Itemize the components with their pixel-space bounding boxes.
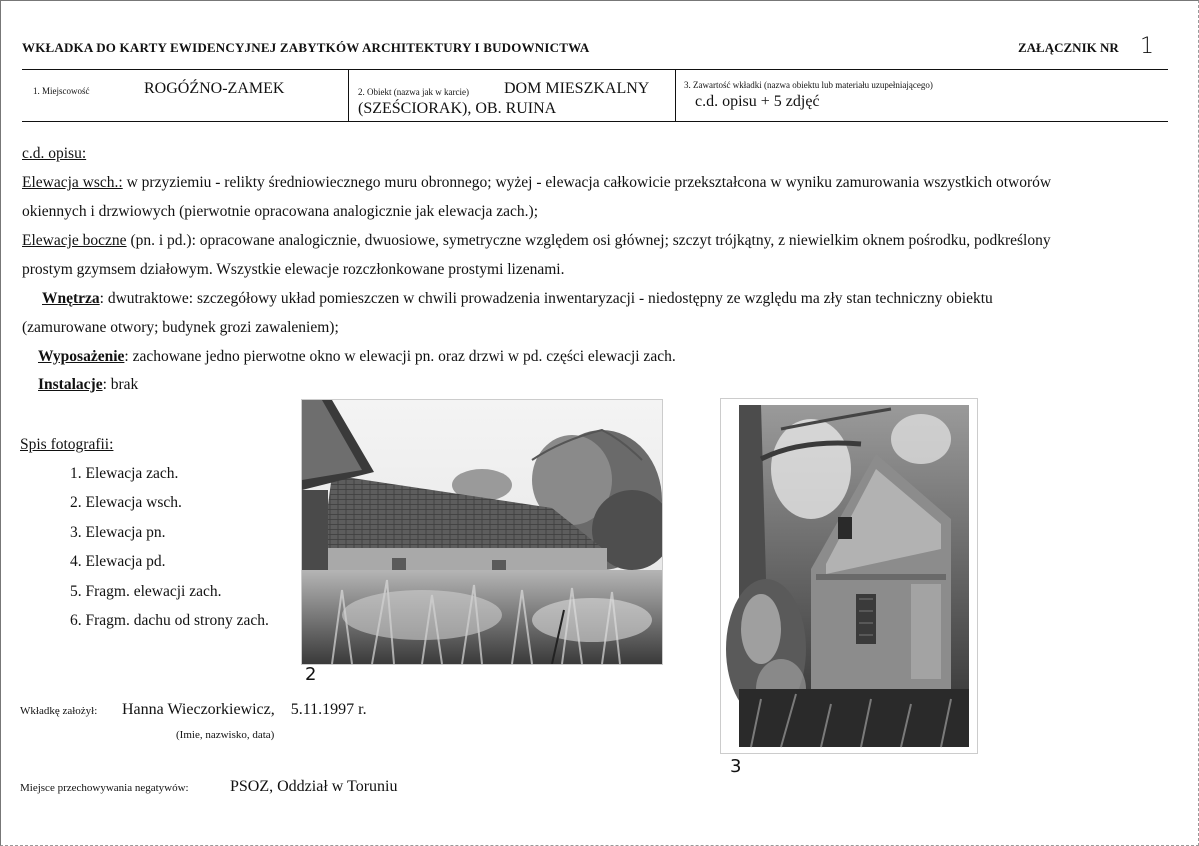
locality-value: ROGÓŹNO-ZAMEK (144, 80, 285, 97)
side-elevations-text-continued: prostym gzymsem działowym. Wszystkie elewacje rozczłonkowane prostymi lizenami. (22, 261, 565, 278)
list-item: 3. Elewacja pn. (70, 524, 166, 541)
list-item: 6. Fragm. dachu od strony zach. (70, 612, 269, 629)
creator-label: Wkładkę założył: (20, 705, 98, 717)
top-rule (22, 69, 1168, 70)
interior-label: Wnętrza (42, 290, 100, 307)
installations-label: Instalacje (38, 376, 103, 393)
object-value: DOM MIESZKALNY (504, 80, 650, 97)
annex-label: ZAŁĄCZNIK NR (1018, 40, 1119, 55)
list-item: 1. Elewacja zach. (70, 465, 179, 482)
side-elevations-label: Elewacje boczne (22, 232, 127, 249)
installations-line (38, 376, 138, 394)
photo-north-elevation (720, 398, 978, 754)
east-elevation-text: w przyziemiu - relikty średniowiecznego muru obronnego; wyżej - elewacja całkowicie przekształcona w wyniku zamurowania wszystkich otworów (122, 174, 1052, 191)
locality-label: 1. Miejscowość (33, 86, 90, 96)
annex-number: 1 (1140, 34, 1154, 59)
photo-image (302, 400, 662, 664)
photo-list-heading: Spis fotografii: (20, 436, 114, 453)
field-divider (348, 70, 349, 122)
interior-text: : dwutraktowe: szczegółowy układ pomieszczen w chwili prowadzenia inwentaryzacji - niedostępny ze względu ma zły stan techniczny obiektu (99, 290, 993, 307)
list-item: 5. Fragm. elewacji zach. (70, 583, 222, 600)
content-label: 3. Zawartość wkładki (nazwa obiektu lub materiału uzupełniającego) (684, 80, 933, 90)
content-value: c.d. opisu + 5 zdjęć (695, 93, 820, 110)
photo-west-elevation (301, 399, 663, 665)
photo-number: 2 (305, 664, 317, 685)
equipment-line (38, 348, 676, 366)
east-elevation-line (22, 174, 1051, 192)
field-divider (675, 70, 676, 122)
equipment-text: : zachowane jedno pierwotne okno w elewacji pn. oraz drzwi w pd. części elewacji zach. (124, 348, 676, 365)
east-elevation-label: Elewacja wsch.: (22, 174, 123, 191)
interior-text-continued: (zamurowane otwory; budynek grozi zawaleniem); (22, 319, 339, 336)
page-title: WKŁADKA DO KARTY EWIDENCYJNEJ ZABYTKÓW ARCHITEKTURY I BUDOWNICTWA (22, 40, 590, 55)
photo-number: 3 (730, 756, 742, 777)
installations-text: : brak (102, 376, 139, 393)
equipment-label: Wyposażenie (38, 348, 125, 365)
interior-line (42, 290, 993, 308)
storage-label: Miejsce przechowywania negatywów: (20, 782, 189, 794)
description-heading: c.d. opisu: (22, 145, 87, 162)
object-label: 2. Obiekt (nazwa jak w karcie) (358, 87, 469, 97)
creator-hint: (Imie, nazwisko, data) (176, 729, 275, 741)
photo-image (721, 399, 977, 753)
object-value-continued: (SZEŚCIORAK), OB. RUINA (358, 100, 557, 117)
side-elevations-text: (pn. i pd.): opracowane analogicznie, dwuosiowe, symetryczne względem osi głównej; szczyt trójkątny, z niewielkim oknem pośrodku, podkreślony (126, 232, 1051, 249)
side-elevations-line (22, 232, 1051, 250)
list-item: 2. Elewacja wsch. (70, 494, 182, 511)
bottom-rule (22, 121, 1168, 122)
list-item: 4. Elewacja pd. (70, 553, 166, 570)
storage-value: PSOZ, Oddział w Toruniu (230, 778, 398, 795)
east-elevation-text-continued: okiennych i drzwiowych (pierwotnie opracowana analogicznie jak elewacja zach.); (22, 203, 538, 220)
creator-value: Hanna Wieczorkiewicz, 5.11.1997 r. (122, 701, 367, 718)
